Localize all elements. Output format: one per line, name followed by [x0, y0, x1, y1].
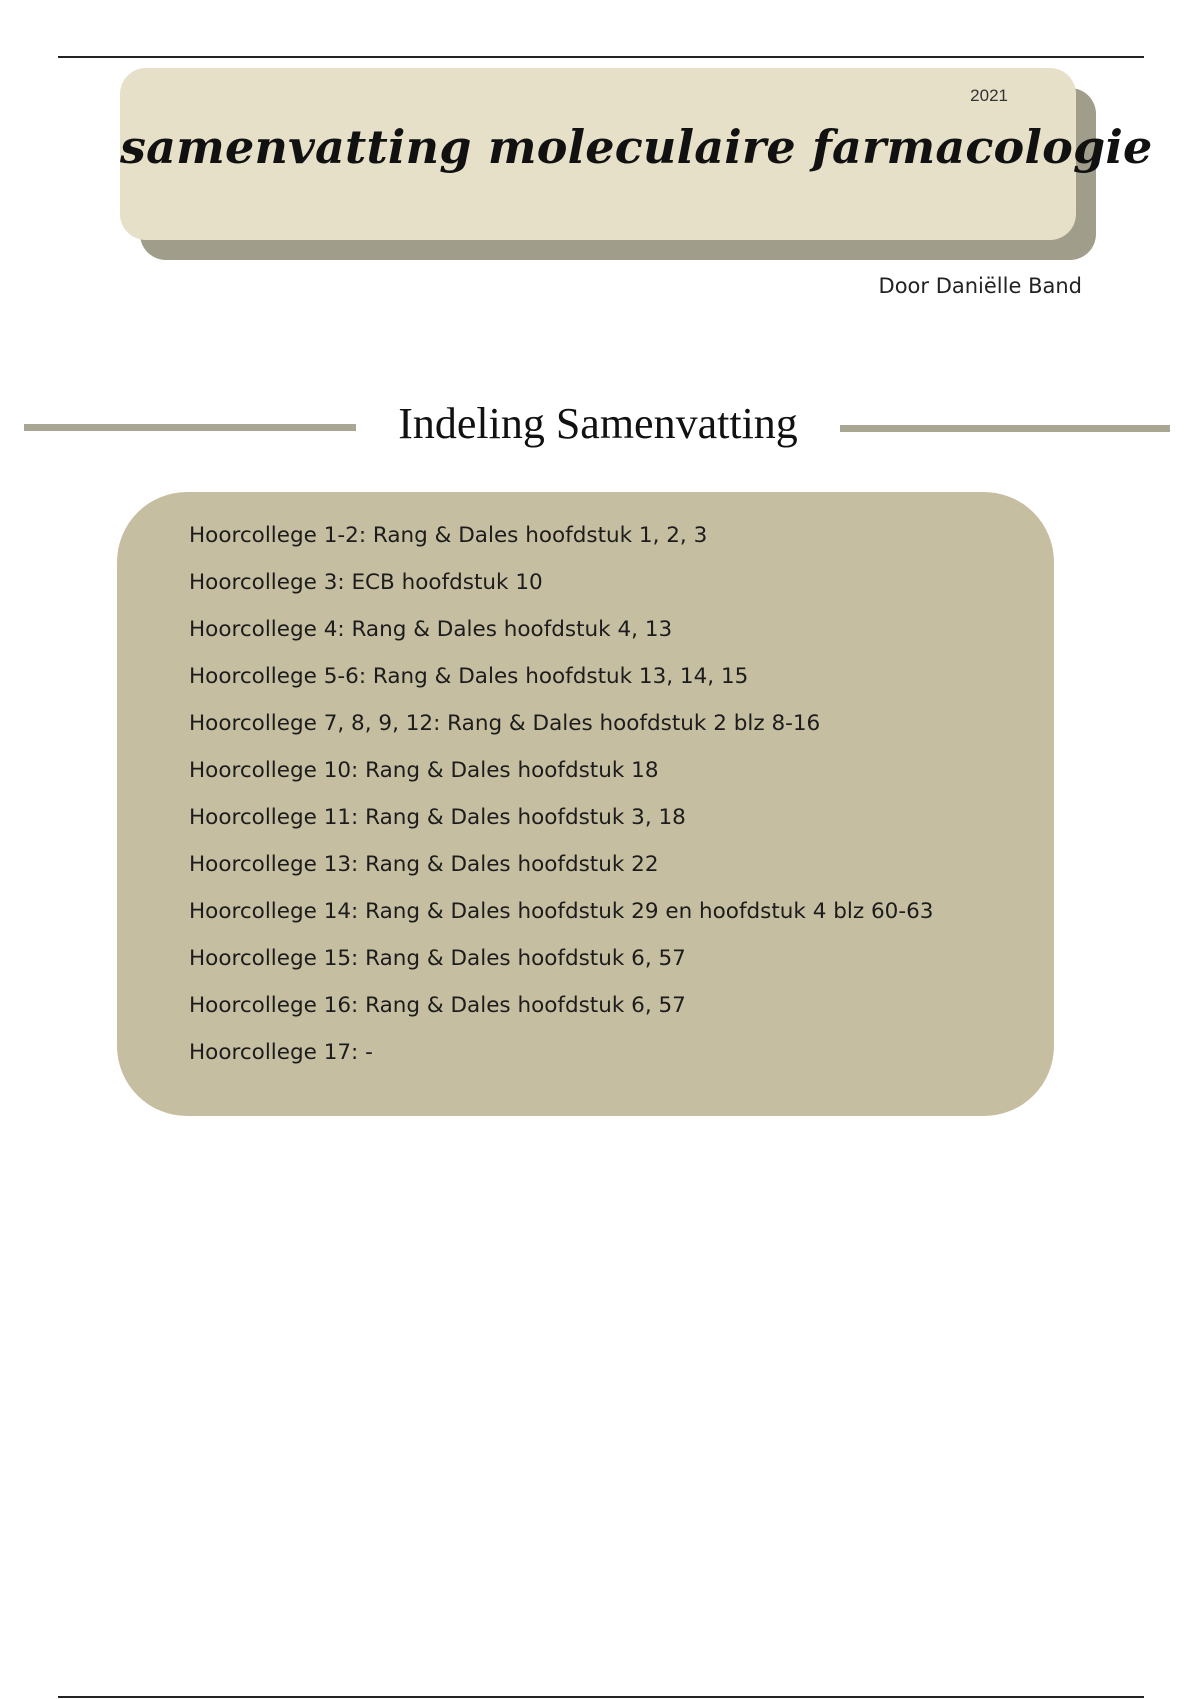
year-label: 2021 [970, 86, 1008, 105]
toc-item: Hoorcollege 5-6: Rang & Dales hoofdstuk 13, 14, 15 [189, 664, 749, 689]
toc-item: Hoorcollege 14: Rang & Dales hoofdstuk 29 en hoofdstuk 4 blz 60-63 [189, 899, 934, 924]
toc-list [189, 512, 933, 1076]
toc-item: Hoorcollege 11: Rang & Dales hoofdstuk 3, 18 [189, 805, 686, 830]
bottom-rule [58, 1696, 1144, 1698]
toc-item: Hoorcollege 10: Rang & Dales hoofdstuk 18 [189, 758, 659, 783]
toc-item: Hoorcollege 3: ECB hoofdstuk 10 [189, 570, 543, 595]
section-divider-left [24, 424, 356, 431]
toc-item: Hoorcollege 1-2: Rang & Dales hoofdstuk 1, 2, 3 [189, 523, 708, 548]
toc-item: Hoorcollege 7, 8, 9, 12: Rang & Dales hoofdstuk 2 blz 8-16 [189, 711, 821, 736]
toc-item: Hoorcollege 17: - [189, 1040, 373, 1065]
section-heading: Indeling Samenvatting [398, 399, 798, 448]
toc-item: Hoorcollege 15: Rang & Dales hoofdstuk 6, 57 [189, 946, 686, 971]
toc-item: Hoorcollege 16: Rang & Dales hoofdstuk 6, 57 [189, 993, 686, 1018]
section-divider-right [840, 425, 1170, 432]
top-rule [58, 56, 1144, 58]
table-of-contents-card [117, 492, 1054, 1116]
title-banner [120, 68, 1153, 240]
author-line: Door Daniëlle Band [878, 274, 1082, 298]
toc-item: Hoorcollege 13: Rang & Dales hoofdstuk 22 [189, 852, 659, 877]
document-title: samenvatting moleculaire farmacologie [120, 120, 1153, 174]
toc-item: Hoorcollege 4: Rang & Dales hoofdstuk 4, 13 [189, 617, 673, 642]
